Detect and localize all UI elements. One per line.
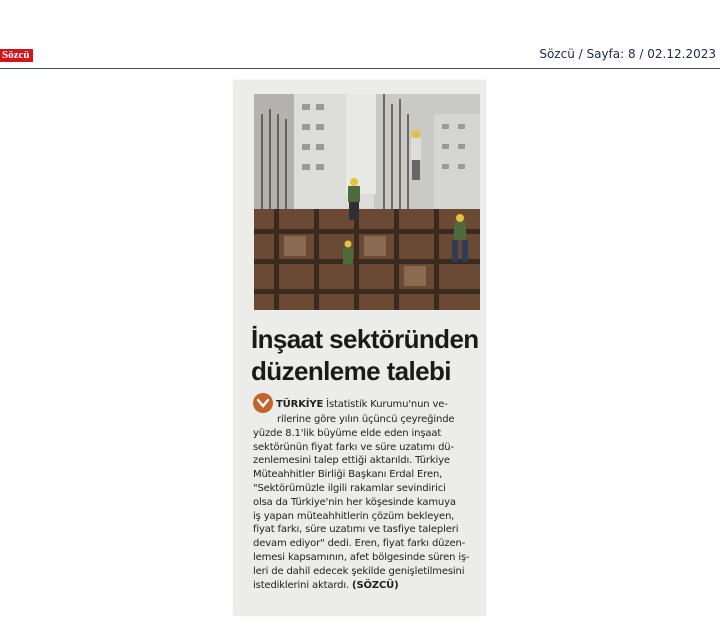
article-line: sektörünün fiyat farkı ve süre uzatımı dü- <box>253 441 454 453</box>
article-line: Müteahhitler Birliği Başkanı Erdal Eren, <box>253 469 443 481</box>
header-divider <box>0 68 720 69</box>
article-line: zenlemesini talep ettiği aktarıldı. Türkiye <box>253 455 450 467</box>
article-line: devam ediyor" dedi. Eren, fiyat farkı düzen- <box>253 538 466 550</box>
headline-line-2: düzenleme talebi <box>251 356 451 386</box>
article-last-line: istediklerini aktardı. <box>253 579 350 591</box>
article-line: olsa da Türkiye'nin her köşesinde kamuya <box>253 496 456 508</box>
page-header <box>0 0 720 70</box>
newspaper-clipping <box>233 80 486 616</box>
source-line: Sözcü / Sayfa: 8 / 02.12.2023 <box>539 47 716 61</box>
article-line <box>253 393 482 413</box>
article-line <box>253 579 482 593</box>
signoff: (SÖZCÜ) <box>352 579 399 591</box>
article-line: rilerine göre yılın üçüncü çeyreğinde <box>277 414 455 425</box>
article-line: yüzde 8.1'lik büyüme elde eden inşaat <box>253 427 442 439</box>
article-line: lemesi kapsamının, afet bölgesinde süren iş- <box>253 551 470 563</box>
article-line-text: İstatistik Kurumu'nun ve- <box>326 399 448 410</box>
article-line: iş yapan müteahhitlerin çözüm bekleyen, <box>253 510 455 522</box>
article-line: fiyat farkı, süre uzatımı ve tasfiye talepleri <box>253 524 459 536</box>
arrow-badge-icon <box>253 393 273 413</box>
construction-photo <box>254 94 480 310</box>
dateline: TÜRKİYE <box>276 399 324 410</box>
article-body <box>253 393 482 592</box>
headline-line-1: İnşaat sektöründen <box>251 324 479 354</box>
headline <box>251 323 483 387</box>
article-line: "Sektörümüzle ilgili rakamlar sevindirici <box>253 482 446 494</box>
sozcu-logo: Sözcü <box>0 49 33 62</box>
article-line: leri de dahil edecek şekilde genişletilmesini <box>253 565 465 577</box>
